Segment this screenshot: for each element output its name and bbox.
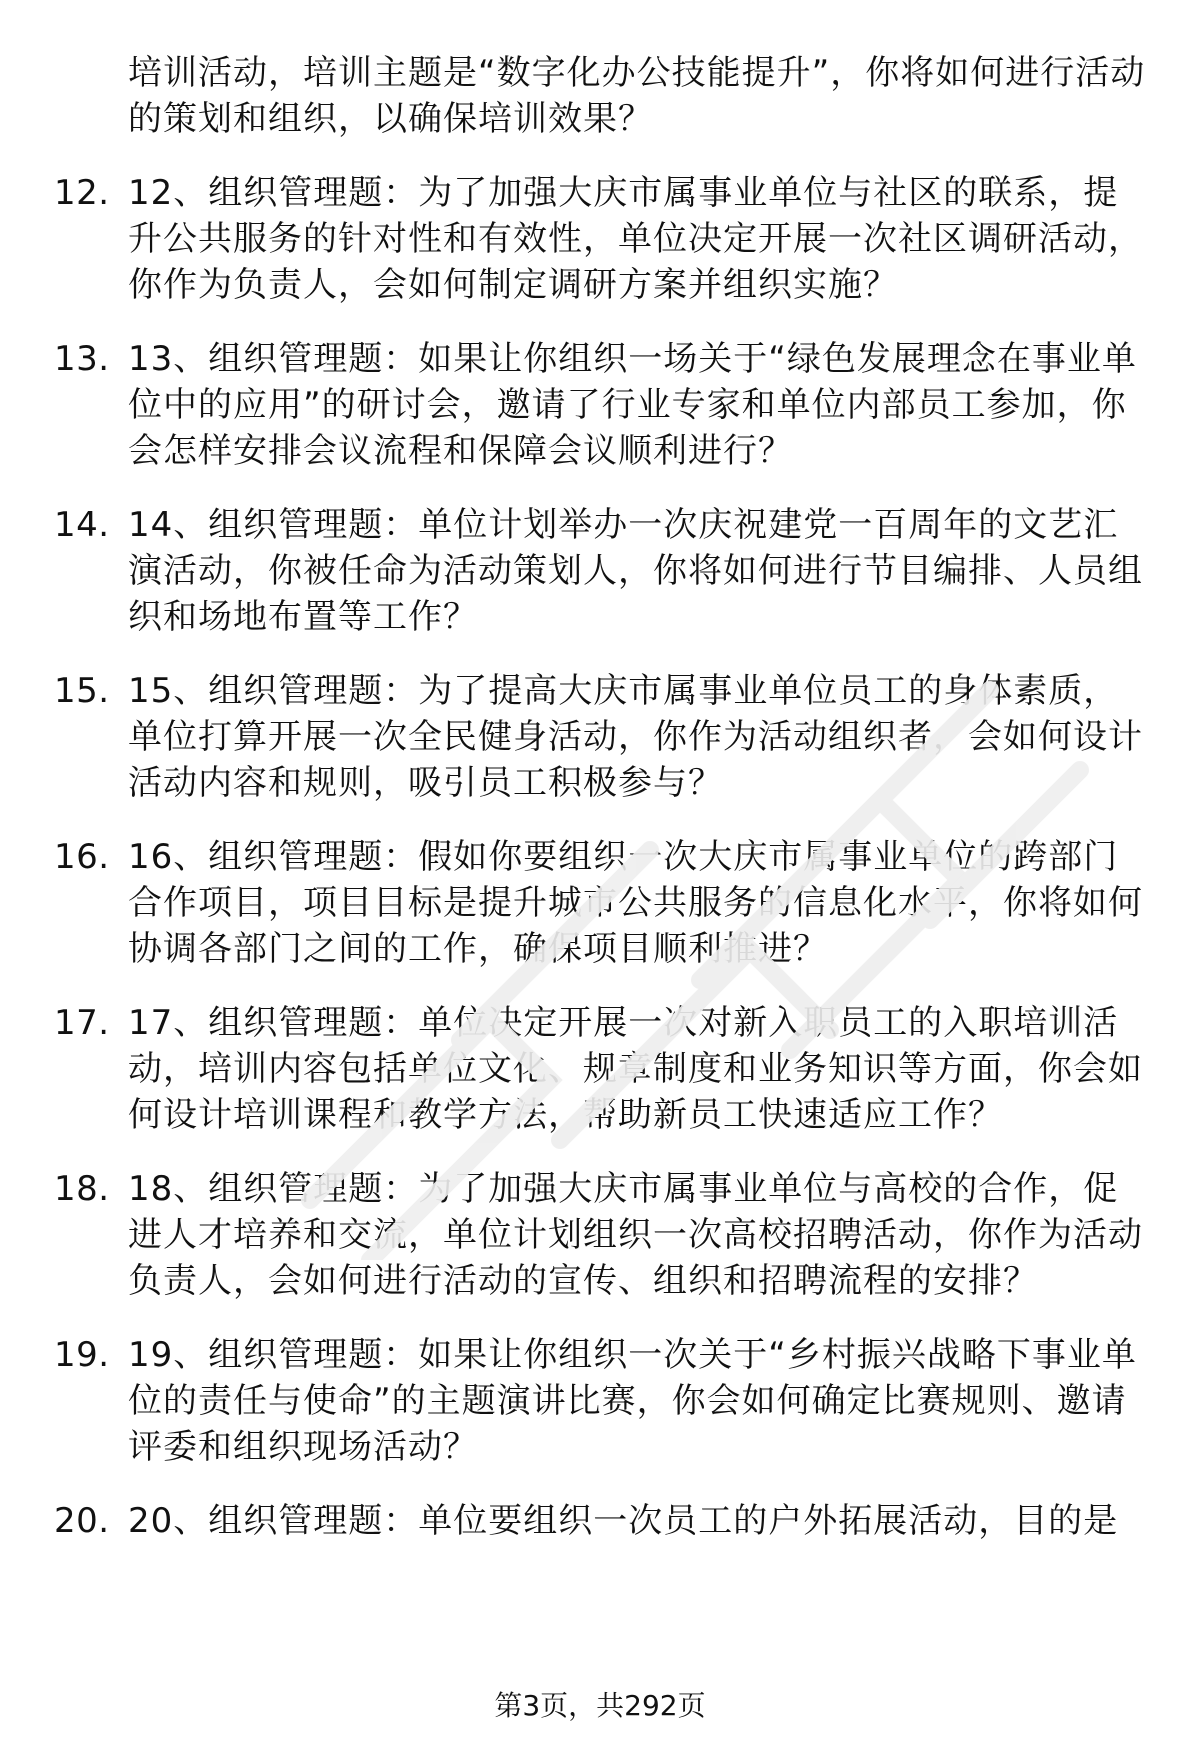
item-number: 13.: [54, 339, 110, 379]
item-number: 15.: [54, 671, 110, 711]
item-number: 18.: [54, 1169, 110, 1209]
item-number: 16.: [54, 837, 110, 877]
item-text: 13、组织管理题：如果让你组织一场关于“绿色发展理念在事业单位中的应用”的研讨会，邀请了行业专家和单位内部员工参加，你会怎样安排会议流程和保障会议顺利进行？: [128, 339, 1137, 471]
item-number: 19.: [54, 1335, 110, 1375]
item-text: 19、组织管理题：如果让你组织一次关于“乡村振兴战略下事业单位的责任与使命”的主题演讲比赛，你会如何确定比赛规则、邀请评委和组织现场活动？: [128, 1335, 1137, 1467]
item-text: 20、组织管理题：单位要组织一次员工的户外拓展活动，目的是: [128, 1501, 1119, 1541]
item-number: 14.: [54, 505, 110, 545]
item-number: 12.: [54, 173, 110, 213]
item-text: 15、组织管理题：为了提高大庆市属事业单位员工的身体素质，单位打算开展一次全民健身活动，你作为活动组织者，会如何设计活动内容和规则，吸引员工积极参与？: [128, 671, 1143, 803]
item-text: 16、组织管理题：假如你要组织一次大庆市属事业单位的跨部门合作项目，项目目标是提升城市公共服务的信息化水平，你将如何协调各部门之间的工作，确保项目顺利推进？: [128, 837, 1143, 969]
item-text: 14、组织管理题：单位计划举办一次庆祝建党一百周年的文艺汇演活动，你被任命为活动策划人，你将如何进行节目编排、人员组织和场地布置等工作？: [128, 505, 1143, 637]
item-text: 17、组织管理题：单位决定开展一次对新入职员工的入职培训活动，培训内容包括单位文化、规章制度和业务知识等方面，你会如何设计培训课程和教学方法，帮助新员工快速适应工作？: [128, 1003, 1143, 1135]
item-text: 12、组织管理题：为了加强大庆市属事业单位与社区的联系，提升公共服务的针对性和有效性，单位决定开展一次社区调研活动，你作为负责人，会如何制定调研方案并组织实施？: [128, 173, 1143, 305]
item-text: 18、组织管理题：为了加强大庆市属事业单位与高校的合作，促进人才培养和交流，单位计划组织一次高校招聘活动，你作为活动负责人，会如何进行活动的宣传、组织和招聘流程的安排？: [128, 1169, 1143, 1301]
item-text: 培训活动，培训主题是“数字化办公技能提升”，你将如何进行活动的策划和组织，以确保培训效果？: [128, 53, 1146, 139]
item-number: 17.: [54, 1003, 110, 1043]
page-footer: 第3页，共292页: [494, 1689, 706, 1722]
item-number: 20.: [54, 1501, 110, 1541]
